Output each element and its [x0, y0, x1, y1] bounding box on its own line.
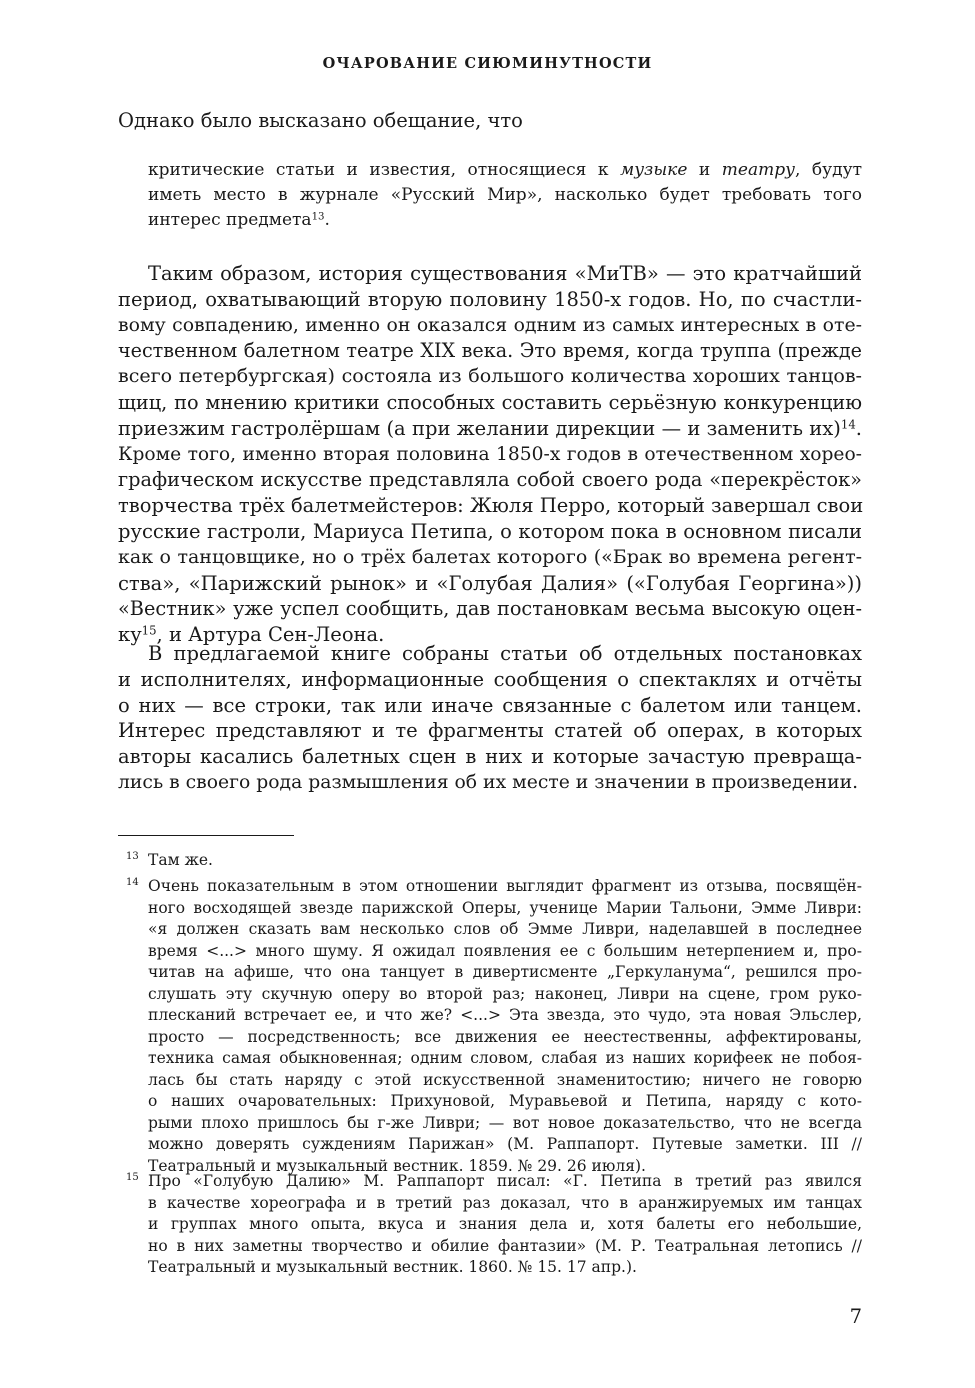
- footnote-line: читав на афише, что она танцует в дивертисменте „Геркуланума“, решился про-: [148, 963, 862, 981]
- quote-tail: .: [324, 210, 330, 230]
- footnote-line: плесканий встречает ее, и что же? <...> Эта звезда, это чудо, эта новая Эльслер,: [148, 1006, 862, 1024]
- footnote-number: 15: [126, 1172, 139, 1183]
- footnote-13: [126, 850, 862, 872]
- paragraph-line: графическом искусстве представляла собой своего рода «перекрёсток»: [118, 468, 862, 492]
- footnote-line: «я должен сказать вам несколько слов об Эмме Ливри, наделавшей в последнее: [148, 920, 862, 938]
- paragraph-line: «Вестник» уже успел сообщить, дав постановкам весьма высокую оцен-: [118, 597, 862, 621]
- footnote-line: о наших очаровательных: Прихуновой, Муравьевой и Петипа, наряду с кото-: [148, 1092, 862, 1110]
- footnote-line: Про «Голубую Далию» М. Раппапорт писал: «Г. Петипа в третий раз явился: [148, 1172, 862, 1190]
- paragraph-tail: .: [855, 416, 862, 440]
- paragraph-line: лись в своего рода размышления об их месте и значении в произведении.: [118, 771, 859, 793]
- footnote-number: 14: [126, 877, 139, 888]
- footnote-line: Театральный и музыкальный вестник. 1860. № 15. 17 апр.).: [148, 1258, 637, 1276]
- paragraph-line: ства», «Парижский рынок» и «Голубая Далия» («Голубая Георгина»)): [118, 571, 862, 595]
- quote-line-text: интерес предмета: [148, 210, 312, 230]
- running-title: ОЧАРОВАНИЕ СИЮМИНУТНОСТИ: [322, 55, 653, 72]
- footnote-ref: 14: [840, 417, 856, 432]
- footnote-ref: 13: [311, 211, 325, 223]
- footnote-line: время <...> много шуму. Я ожидал появления ее с большим нетерпением и, про-: [148, 941, 862, 960]
- paragraph-line: Таким образом, история существования «МиТВ» — это кратчайший: [148, 262, 862, 285]
- footnote-line: Там же.: [148, 851, 213, 869]
- paragraph-line: творчества трёх балетмейстеров: Жюля Перро, который завершал свои: [118, 494, 864, 518]
- block-quote: [148, 158, 862, 233]
- footnote-line: просто — посредственность; все движения ее неестественны, аффектированы,: [148, 1027, 862, 1046]
- footnote-15: [126, 1171, 862, 1279]
- footnote-line: лась бы стать наряду с этой искусственной знаменитостию; ничего не говорю: [148, 1070, 862, 1089]
- paragraph-line: щиц, по мнению критики способных составить серьёзную конкуренцию: [118, 390, 862, 414]
- footnote-line: но в них заметны творчество и обилие фантазии» (М. Р. Театральная летопись //: [148, 1236, 862, 1255]
- paragraph-line: авторы касались балетных сцен в них и которые зачастую превраща-: [118, 745, 862, 769]
- quote-line: [148, 208, 862, 233]
- page-number: 7: [849, 1305, 862, 1328]
- paragraph-line: о них — все строки, так или иначе связанные с балетом или танцем.: [118, 693, 862, 717]
- quote-line: иметь место в журнале «Русский Мир», насколько будет требовать того: [148, 185, 862, 205]
- footnote-rule: [118, 835, 294, 836]
- footnote-line: слушать эту скучную оперу во второй раз; наконец, Ливри на сцене, гром руко-: [148, 984, 862, 1003]
- footnote-line: рыми плохо пришлось бы г-же Ливри; — вот новое доказательство, что не всегда: [148, 1113, 862, 1132]
- footnote-number: 13: [126, 851, 139, 862]
- quote-line: критические статьи и известия, относящиеся к музыке и театру, будут: [148, 160, 863, 180]
- paragraph-line: как о танцовщике, но о трёх балетах которого («Брак во времена регент-: [118, 545, 862, 568]
- paragraph-line-text: ку: [118, 623, 142, 647]
- paragraph-line: всего петербургская) состояла из большого количества хороших танцов-: [118, 365, 862, 388]
- paragraph-line: Кроме того, именно вторая половина 1850-х годов в отечественном хорео-: [118, 443, 862, 465]
- footnote-line: техника самая обыкновенная; одним словом, слабая из наших корифеек не побоя-: [148, 1049, 862, 1067]
- footnote-ref: 15: [141, 623, 157, 638]
- footnote-line: Очень показательным в этом отношении выглядит фрагмент из отзыва, посвящён-: [148, 877, 862, 895]
- intro-sentence: Однако было высказано обещание, что: [118, 109, 523, 132]
- paragraph-tail: , и Артура Сен-Леона.: [156, 623, 385, 647]
- footnote-line: в качестве хореографа и в третий раз доказал, что в аранжируемых им танцах: [148, 1193, 862, 1212]
- paragraph-line: русские гастроли, Мариуса Петипа, о котором пока в основном писали: [118, 519, 862, 543]
- paragraph-line: [118, 416, 862, 442]
- paragraph-line: период, охватывающий вторую половину 1850-х годов. Но, по счастли-: [118, 287, 862, 311]
- paragraph-line: вому совпадению, именно он оказался одним из самых интересных в оте-: [118, 313, 862, 336]
- footnote-line: и группах много опыта, вкуса и знания дела и, хотя балеты его небольшие,: [148, 1215, 862, 1233]
- paragraph-book-contents: [118, 641, 862, 796]
- footnote-line: Театральный и музыкальный вестник. 1859. № 29. 26 июля).: [148, 1156, 646, 1175]
- paragraph-line: Интерес представляют и те фрагменты статей об операх, в которых: [118, 719, 862, 743]
- paragraph-line-text: приезжим гастролёршам (а при желании дирекции — и заменить их): [118, 416, 841, 440]
- paragraph-line: чественном балетном театре XIX века. Это время, когда труппа (прежде: [118, 339, 862, 363]
- footnote-line: ного восходящей звезде парижской Оперы, ученице Марии Тальони, Эмме Ливри:: [148, 898, 862, 917]
- footnote-line: можно доверять суждениям Парижан» (М. Раппапорт. Путевые заметки. III //: [148, 1135, 862, 1153]
- paragraph-line: и исполнителях, информационные сообщения о спектаклях и отчёты: [118, 667, 862, 691]
- footnote-14: [126, 876, 862, 1177]
- paragraph-history: [118, 261, 862, 648]
- paragraph-line: В предлагаемой книге собраны статьи об отдельных постановках: [148, 642, 862, 665]
